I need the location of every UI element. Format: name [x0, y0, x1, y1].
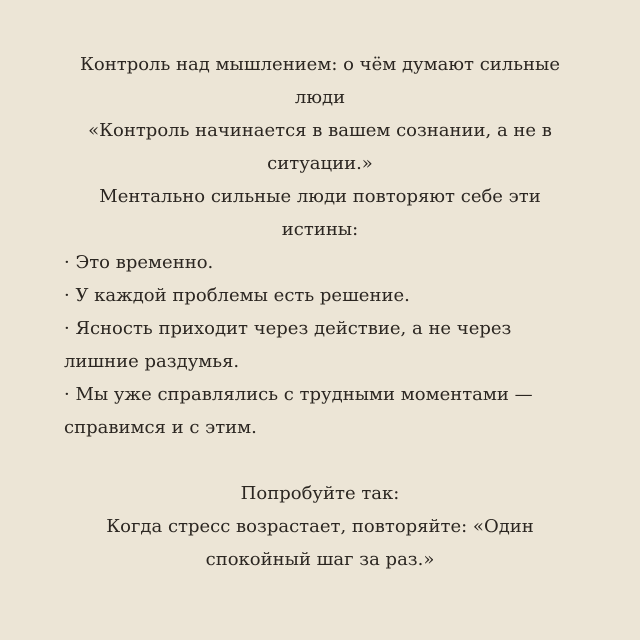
- truths-list: [64, 246, 576, 444]
- quote: «Контроль начинается в вашем сознании, а не в ситуации.»: [88, 120, 552, 174]
- try-heading: Попробуйте так:: [240, 483, 400, 504]
- spacer: [64, 444, 576, 477]
- list-item: · Ясность приходит через действие, а не через лишние раздумья.: [64, 318, 512, 372]
- post-text: [64, 48, 576, 576]
- intro-text: Ментально сильные люди повторяют себе эти истины:: [99, 186, 541, 240]
- list-item: · У каждой проблемы есть решение.: [64, 285, 410, 306]
- post-title: Контроль над мышлением: о чём думают сильные люди: [79, 54, 561, 108]
- list-item: · Это временно.: [64, 252, 214, 273]
- list-item: · Мы уже справлялись с трудными моментами — справимся и с этим.: [64, 384, 533, 438]
- try-text: Когда стресс возрастает, повторяйте: «Один спокойный шаг за раз.»: [106, 516, 534, 570]
